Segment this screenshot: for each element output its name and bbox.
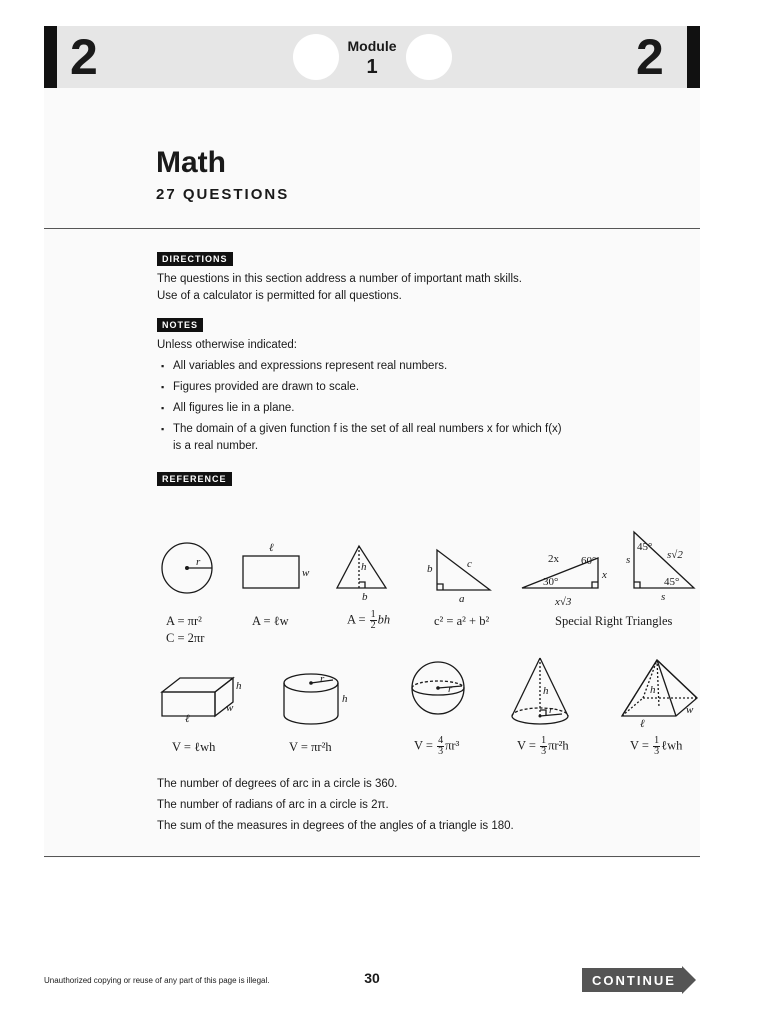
- continue-label: CONTINUE: [592, 973, 676, 988]
- label-s-side: s: [626, 554, 631, 566]
- header-circle-right: [406, 34, 452, 80]
- formula-sphere-volume: V = $\frac{4}{3}$ πr³: [414, 735, 460, 757]
- label-pyr-w: w: [686, 704, 694, 716]
- fact-radians: The number of radians of arc in a circle is 2π.: [157, 799, 389, 811]
- notes-tag: NOTES: [157, 318, 203, 332]
- notes-bullet-4-cont: is a real number.: [173, 440, 259, 452]
- section-number-left: 2: [70, 29, 98, 85]
- top-divider: [44, 228, 700, 229]
- label-box-w: w: [226, 702, 234, 714]
- formula-cylinder-volume: V = πr²h: [289, 740, 332, 754]
- label-45-bottom: 45°: [664, 576, 680, 588]
- label-box-l: ℓ: [185, 713, 190, 725]
- right-triangle-figure: [437, 550, 490, 590]
- label-x-root3: x√3: [555, 596, 572, 608]
- right-edge-bar: [687, 26, 700, 88]
- formula-cone-volume: V = $\frac{1}{3}$ πr²h: [517, 735, 569, 757]
- label-pyr-l: ℓ: [640, 718, 645, 730]
- fact-triangle-sum: The sum of the measures in degrees of the angles of a triangle is 180.: [157, 820, 514, 832]
- section-header: [44, 26, 700, 88]
- label-b: b: [362, 591, 368, 603]
- label-cyl-h: h: [342, 693, 348, 705]
- left-edge-bar: [44, 26, 57, 88]
- notes-bullet-4: ▪ The domain of a given function f is the set of all real numbers x for which f(x): [173, 422, 562, 437]
- copyright-notice: Unauthorized copying or reuse of any part of this page is illegal.: [44, 976, 270, 985]
- label-s-root2: s√2: [667, 549, 683, 561]
- formula-pyramid-volume: V = $\frac{1}{3}$ ℓwh: [630, 735, 683, 757]
- box-figure: [162, 678, 233, 716]
- label-w: w: [302, 567, 310, 579]
- label-b-side: b: [427, 563, 433, 575]
- formula-rect-area: A = ℓw: [252, 614, 289, 628]
- header-circle-left: [293, 34, 339, 80]
- label-60: 60°: [581, 555, 597, 567]
- label-l: ℓ: [269, 542, 274, 554]
- notes-intro: Unless otherwise indicated:: [157, 339, 297, 351]
- formula-pythagorean: c² = a² + b²: [434, 614, 490, 628]
- label-c: c: [467, 558, 472, 570]
- label-s-base: s: [661, 591, 666, 603]
- formula-circumference: C = 2πr: [166, 631, 205, 645]
- label-pyr-h: h: [650, 684, 656, 696]
- module-number: 1: [366, 56, 378, 78]
- section-number-right: 2: [636, 29, 664, 85]
- label-cone-r: r: [549, 704, 554, 716]
- label-h: h: [361, 561, 367, 573]
- label-cyl-r: r: [320, 673, 325, 685]
- label-a: a: [459, 593, 465, 605]
- directions-tag: DIRECTIONS: [157, 252, 233, 266]
- label-box-h: h: [236, 680, 242, 692]
- label-30: 30°: [543, 576, 559, 588]
- notes-bullet-3: ▪ All figures lie in a plane.: [173, 401, 294, 416]
- label-x: x: [602, 569, 607, 581]
- content-panel: [44, 88, 700, 858]
- label-2x: 2x: [548, 553, 559, 565]
- reference-tag: REFERENCE: [157, 472, 232, 486]
- fact-degrees: The number of degrees of arc in a circle is 360.: [157, 778, 398, 790]
- label-sphere-r: r: [448, 683, 453, 695]
- bottom-divider: [44, 856, 700, 857]
- module-label: Module: [347, 38, 397, 54]
- cone-figure: [512, 658, 568, 724]
- page-title: Math: [156, 146, 226, 179]
- notes-bullet-1: ▪ All variables and expressions represent real numbers.: [173, 359, 447, 374]
- directions-line-1: The questions in this section address a number of important math skills.: [157, 273, 522, 285]
- formula-box-volume: V = ℓwh: [172, 740, 216, 754]
- continue-button[interactable]: [582, 966, 698, 994]
- special-right-triangles-label: Special Right Triangles: [555, 614, 673, 628]
- directions-line-2: Use of a calculator is permitted for all questions.: [157, 290, 402, 302]
- label-cone-h: h: [543, 685, 549, 697]
- rectangle-figure: [243, 556, 299, 588]
- question-count: 27 QUESTIONS: [156, 186, 290, 203]
- label-45-top: 45°: [637, 541, 653, 553]
- page-number: 30: [364, 970, 380, 986]
- notes-bullet-2: ▪ Figures provided are drawn to scale.: [173, 380, 359, 395]
- label-r: r: [196, 556, 201, 568]
- formula-triangle-area: A = $\frac{1}{2}$ bh: [347, 609, 391, 631]
- formula-circle-area: A = πr²: [166, 614, 202, 628]
